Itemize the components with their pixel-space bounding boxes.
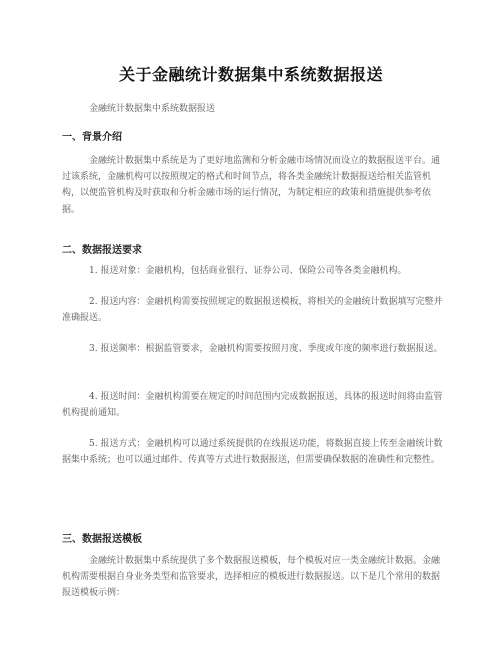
list-item: 2. 报送内容：金融机构需要按照规定的数据报送模板，将相关的金融统计数据填写完整并准确报送。 (62, 297, 443, 324)
list-item: 3. 报送频率：根据监管要求，金融机构需要按照月度、季度或年度的频率进行数据报送。 (89, 344, 443, 354)
list-item: 1. 报送对象：金融机构，包括商业银行、证券公司、保险公司等各类金融机构。 (89, 266, 407, 276)
section-heading-background: 一、背景介绍 (62, 132, 122, 143)
list-item: 5. 报送方式：金融机构可以通过系统提供的在线报送功能，将数据直接上传至金融统计数据集中系统；也可以通过邮件、传真等方式进行数据报送，但需要确保数据的准确性和完整性。 (62, 439, 443, 466)
section-heading-requirements: 二、数据报送要求 (62, 245, 142, 256)
document-subtitle: 金融统计数据集中系统数据报送 (89, 104, 216, 114)
section-paragraph: 金融统计数据集中系统是为了更好地监测和分析金融市场情况而设立的数据报送平台。通过该系统，金融机构可以按照规定的格式和时间节点，将各类金融统计数据报送给相关监管机构，以便监管机构及时获取和分析金融市场的运行情况，为制定相应的政策和措施提供参考依据。 (62, 156, 441, 215)
page-title: 关于金融统计数据集中系统数据报送 (118, 65, 383, 84)
section-paragraph: 金融统计数据集中系统提供了多个数据报送模板，每个模板对应一类金融统计数据。金融机构需要根据自身业务类型和监管要求，选择相应的模板进行数据报送。以下是几个常用的数据报送模板示例： (62, 556, 441, 599)
list-item: 4. 报送时间：金融机构需要在规定的时间范围内完成数据报送，具体的报送时间将由监管机构提前通知。 (62, 392, 443, 419)
section-heading-templates: 三、数据报送模板 (62, 534, 142, 545)
